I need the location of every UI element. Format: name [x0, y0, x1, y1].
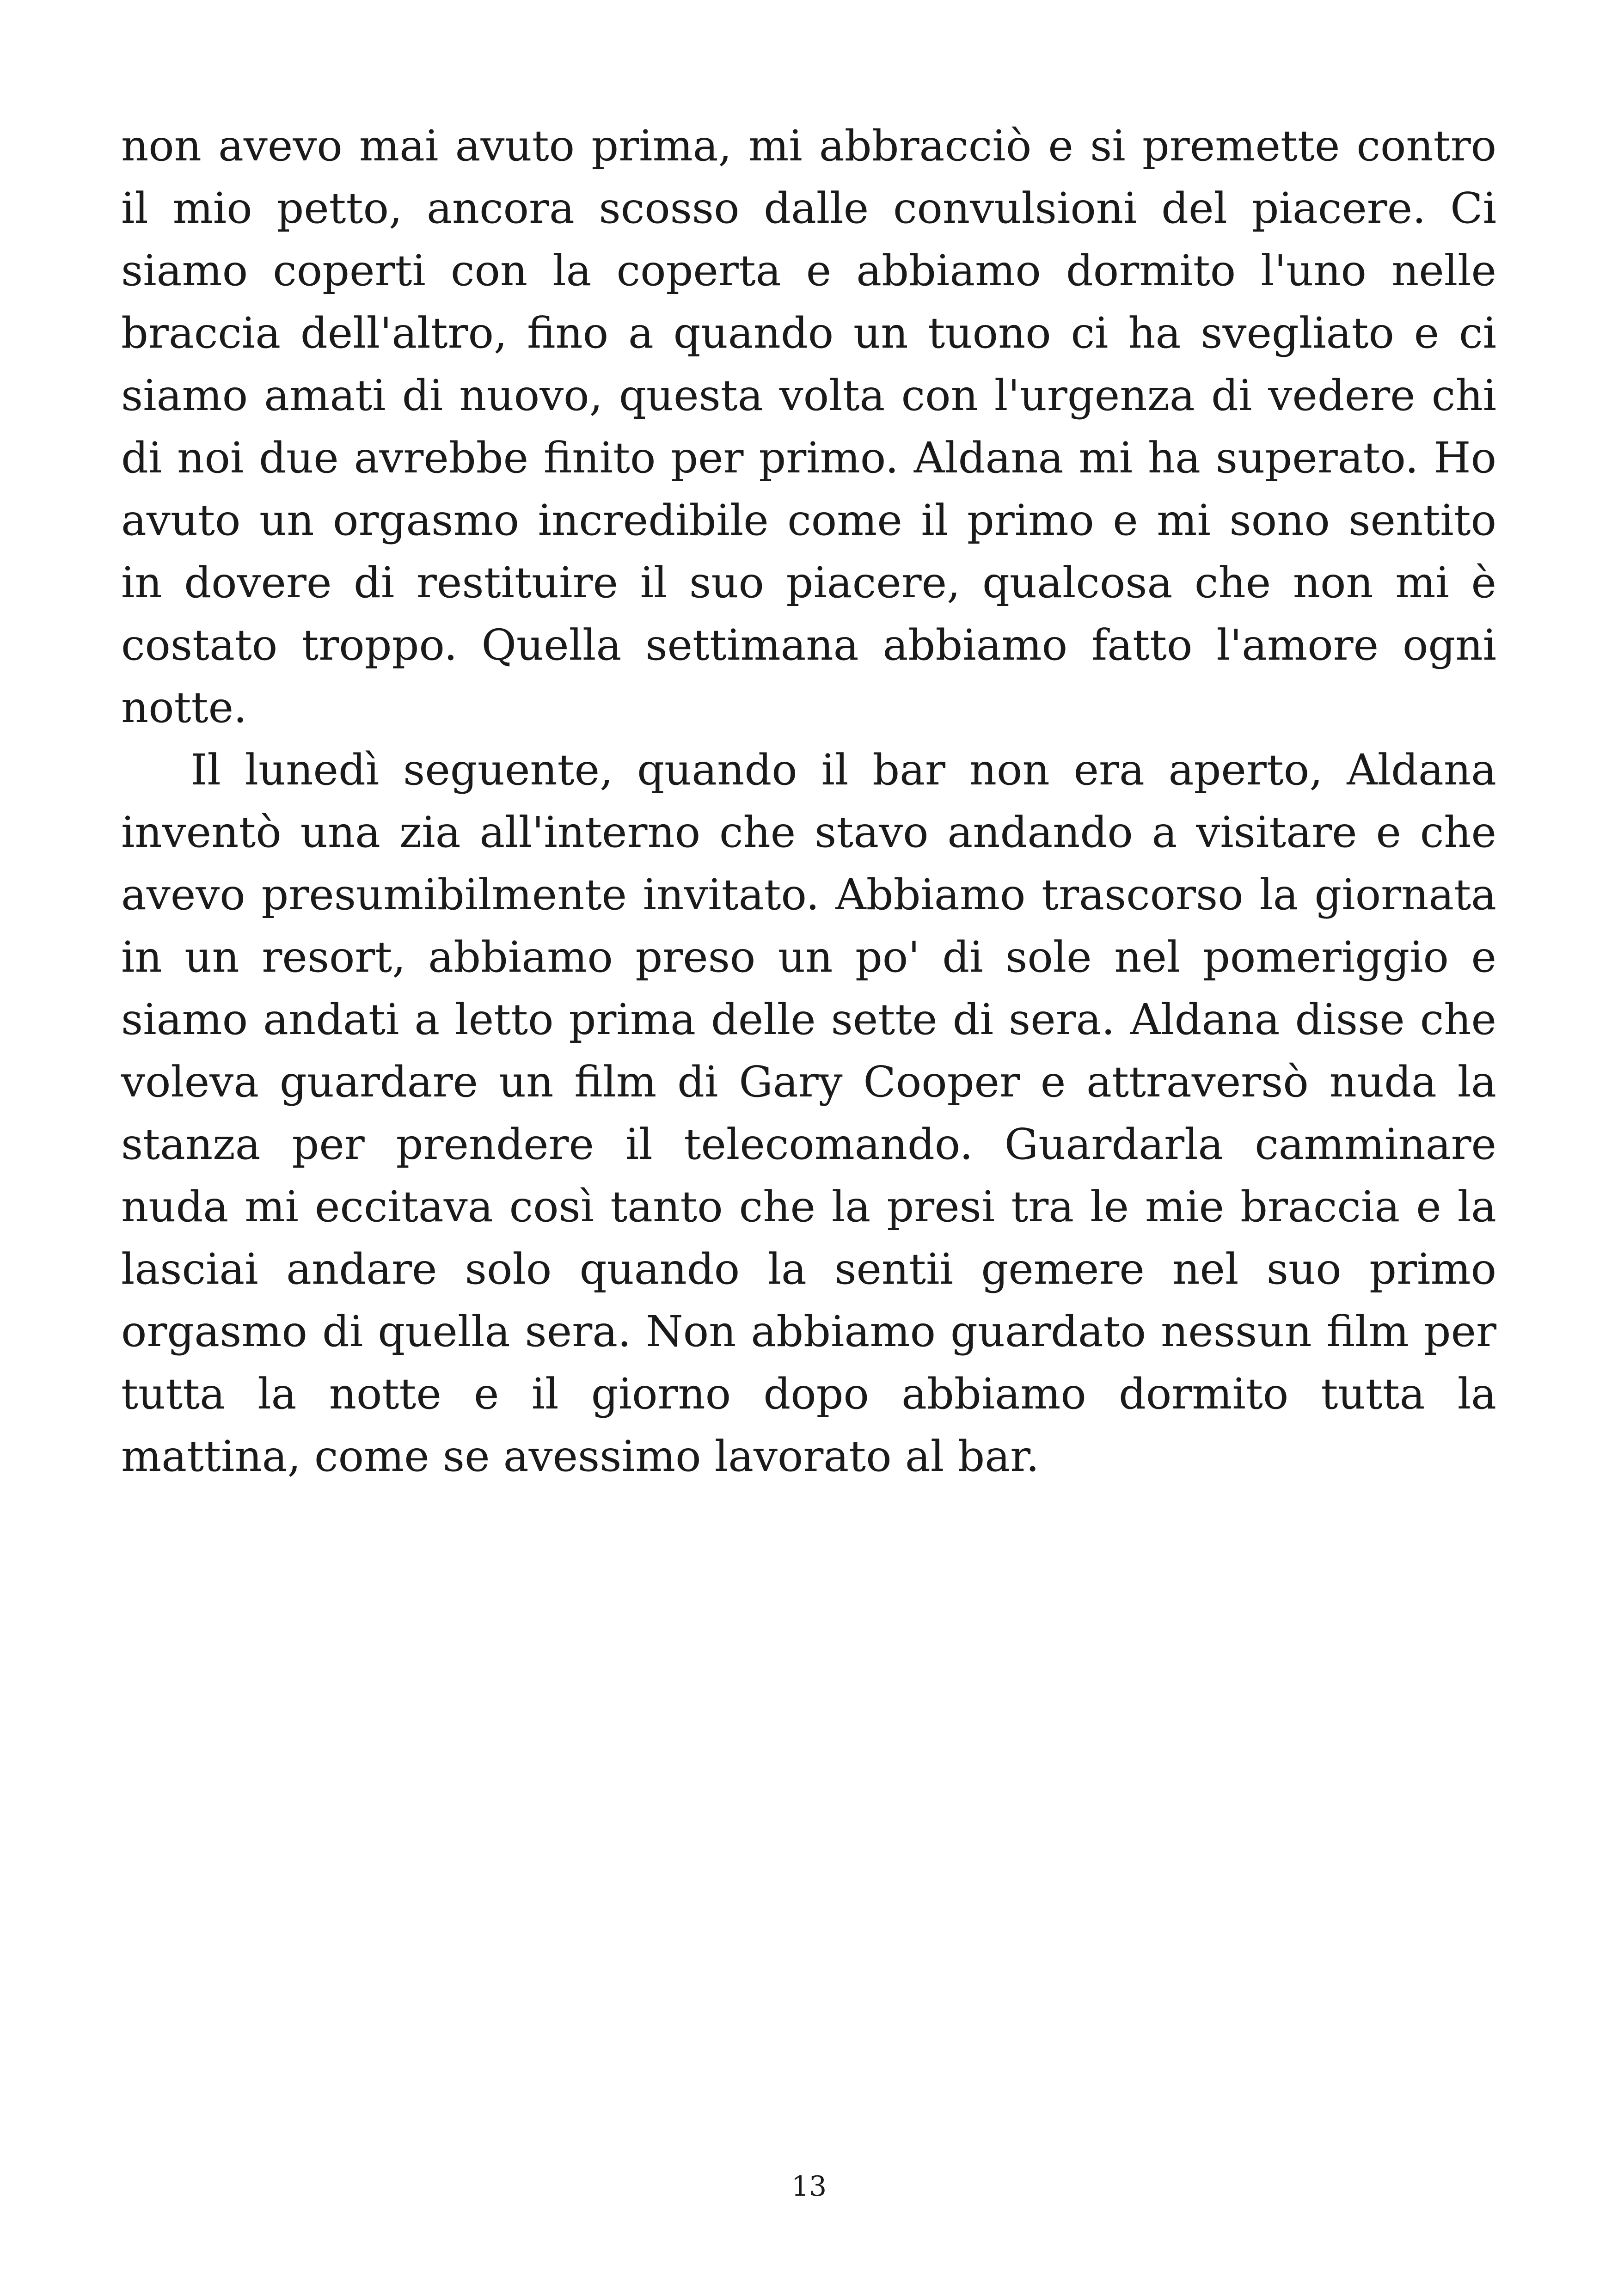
- paragraph: Il lunedì seguente, quando il bar non era aperto, Aldana inventò una zia all'interno che stavo andando a visitare e che avevo presumibilmente invitato. Abbiamo trascorso la giornata in un resort, abbiamo preso un po' di sole nel pomeriggio e siamo andati a letto prima delle sette di sera. Aldana disse che voleva guardare un film di Gary Cooper e attraversò nuda la stanza per prendere il telecomando. Guardarla camminare nuda mi eccitava così tanto che la presi tra le mie braccia e la lasciai andare solo quando la sentii gemere nel suo primo orgasmo di quella sera. Non abbiamo guardato nessun film per tutta la notte e il giorno dopo abbiamo dormito tutta la mattina, come se avessimo lavorato al bar.: [121, 745, 1496, 1481]
- body-text: [121, 115, 1496, 1488]
- page-number: 13: [791, 2170, 827, 2203]
- paragraph-continued: non avevo mai avuto prima, mi abbracciò e si premette contro il mio petto, ancora scosso dalle convulsioni del piacere. Ci siamo coperti con la coperta e abbiamo dormito l'uno nelle braccia dell'altro, fino a quando un tuono ci ha svegliato e ci siamo amati di nuovo, questa volta con l'urgenza di vedere chi di noi due avrebbe finito per primo. Aldana mi ha superato. Ho avuto un orgasmo incredibile come il primo e mi sono sentito in dovere di restituire il suo piacere, qualcosa che non mi è costato troppo. Quella settimana abbiamo fatto l'amore ogni notte.: [121, 121, 1496, 732]
